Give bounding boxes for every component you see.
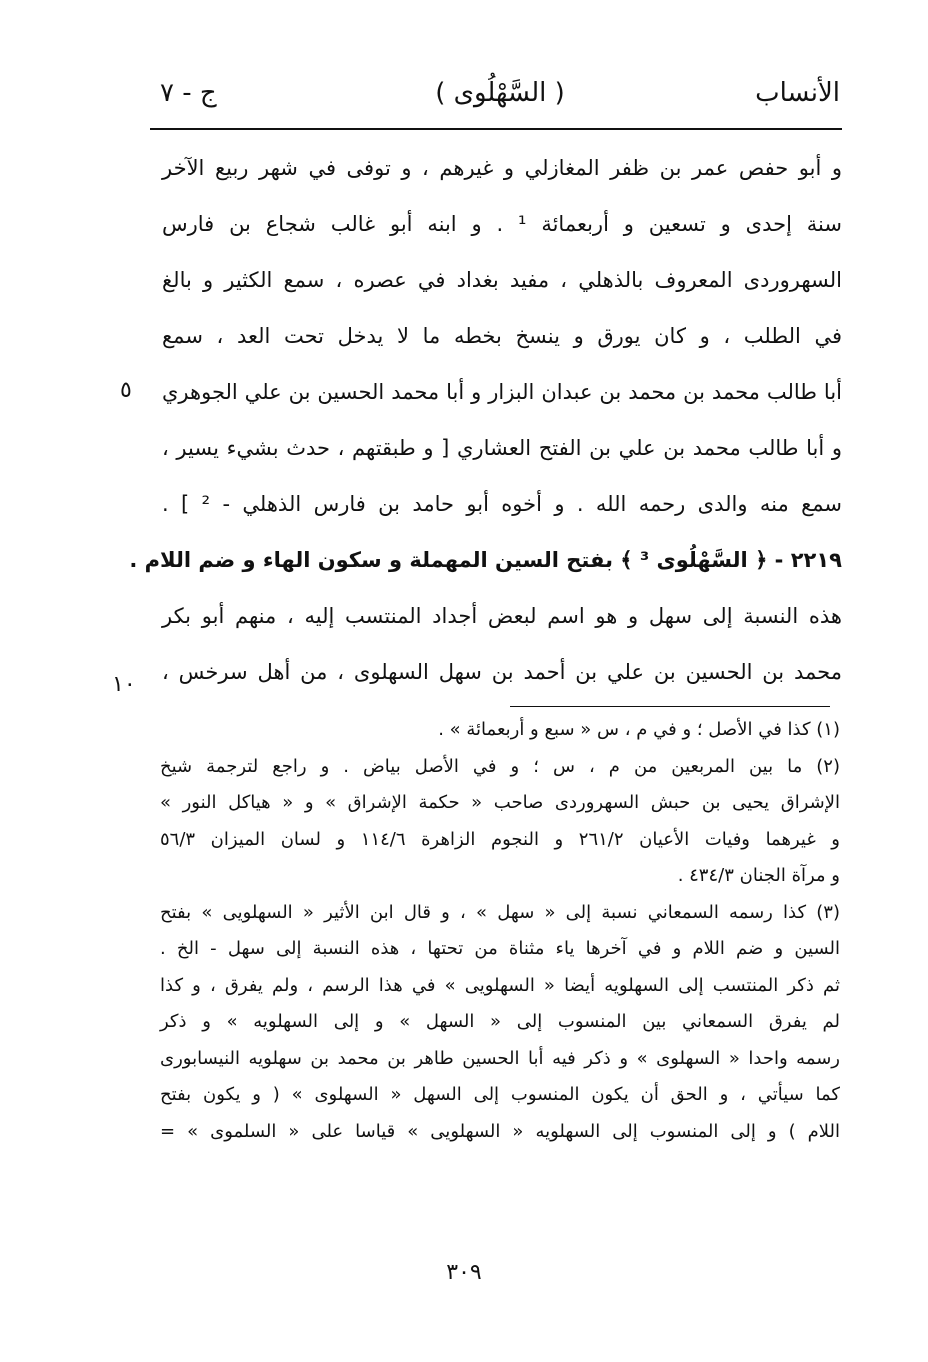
page-number: ٣٠٩ <box>446 1260 482 1285</box>
text-line: محمد بن الحسين بن علي بن أحمد بن سهل السهلوى ، من أهل سرخس ، <box>162 660 842 684</box>
footnotes <box>160 712 840 1150</box>
line-number-10: ١٠ <box>112 672 136 697</box>
footnote-line: كما سيأتي ، و الحق أن يكون المنسوب إلى السهل « السهلوى » ( و يكون بفتح <box>160 1084 840 1105</box>
footnote-rule <box>510 706 830 707</box>
footnote-line: (٣) كذا رسمه السمعاني نسبة إلى « سهل » ، و قال ابن الأثير « السهلويى » بفتح <box>160 901 840 923</box>
text-line: سمع منه والدى رحمه الله . و أخوه أبو حامد بن فارس الذهلي - ² ] . <box>162 492 843 516</box>
entry-heading-line: ٢٢١٩ - ﴿ السَّهْلُوى ³ ﴾ بفتح السين المهملة و سكون الهاء و ضم اللام . <box>129 548 842 572</box>
text-line: سنة إحدى و تسعين و أربعمائة ¹ . و ابنه أبو غالب شجاع بن فارس <box>162 212 842 236</box>
footnote-line: ثم ذكر المنتسب إلى السهلويه أيضا « السهلويى » في هذا الرسم ، ولم يفرق ، و كذا <box>160 974 840 996</box>
footnote-line: السين و ضم اللام و في آخرها ياء مثناة من تحتها ، هذه النسبة إلى سهل - الخ . <box>160 938 840 959</box>
main-text <box>129 140 843 700</box>
footnote-line: لم يفرق السمعاني بين المنسوب إلى « السهل » و إلى السهلويه » و ذكر <box>160 1011 840 1032</box>
footnote-line: (١) كذا في الأصل ؛ و في م ، س « سبع و أربعمائة » . <box>438 719 840 740</box>
footnote-line: رسمه واحدا « السهلوى » و ذكر فيه أبا الحسين طاهر بن محمد بن سهلويه النيسابورى <box>160 1047 840 1069</box>
text-line: و أبو حفص عمر بن ظفر المغازلي و غيرهم ، و توفى في شهر ربيع الآخر <box>162 156 842 180</box>
footnote-line: و مرآة الجنان ٤٣٤/٣ . <box>677 865 840 886</box>
footnote-line: اللام ) و إلى المنسوب إلى السهلويه « السهلويى » قياسا على « السلموى » = <box>160 1120 840 1142</box>
footnote-line: و غيرهما وفيات الأعيان ٢٦١/٢ و النجوم الزاهرة ١١٤/٦ و لسان الميزان ٥٦/٣ <box>160 828 840 850</box>
text-line: هذه النسبة إلى سهل و هو اسم لبعض أجداد المنتسب إليه ، منهم أبو بكر <box>162 604 842 628</box>
text-line: في الطلب ، و كان يورق و ينسخ بخطه ما لا يدخل تحت العد ، سمع <box>162 324 842 348</box>
header-section-title: ( السَّهْلُوى ) <box>435 78 565 108</box>
line-number-5: ٥ <box>120 378 132 403</box>
running-header <box>160 78 840 118</box>
text-line: أبا طالب محمد بن محمد بن عبدان البزار و أبا محمد الحسين بن علي الجوهري <box>162 380 842 404</box>
header-volume: ج - ٧ <box>160 78 217 108</box>
header-book-title: الأنساب <box>755 78 840 108</box>
header-rule <box>150 128 842 130</box>
text-line: السهروردى المعروف بالذهلي ، مفيد بغداد في عصره ، سمع الكثير و بالغ <box>162 268 842 292</box>
footnote-line: الإشراق يحيى بن حبش السهروردى صاحب « حكمة الإشراق » و « هياكل النور » <box>160 792 840 813</box>
text-line: و أبا طالب محمد بن علي بن الفتح العشاري [ و طبقتهم ، حدث بشيء يسير ، <box>162 436 842 460</box>
footnote-line: (٢) ما بين المربعين من م ، س ؛ و في الأصل بياض . و راجع لترجمة شيخ <box>160 755 840 777</box>
